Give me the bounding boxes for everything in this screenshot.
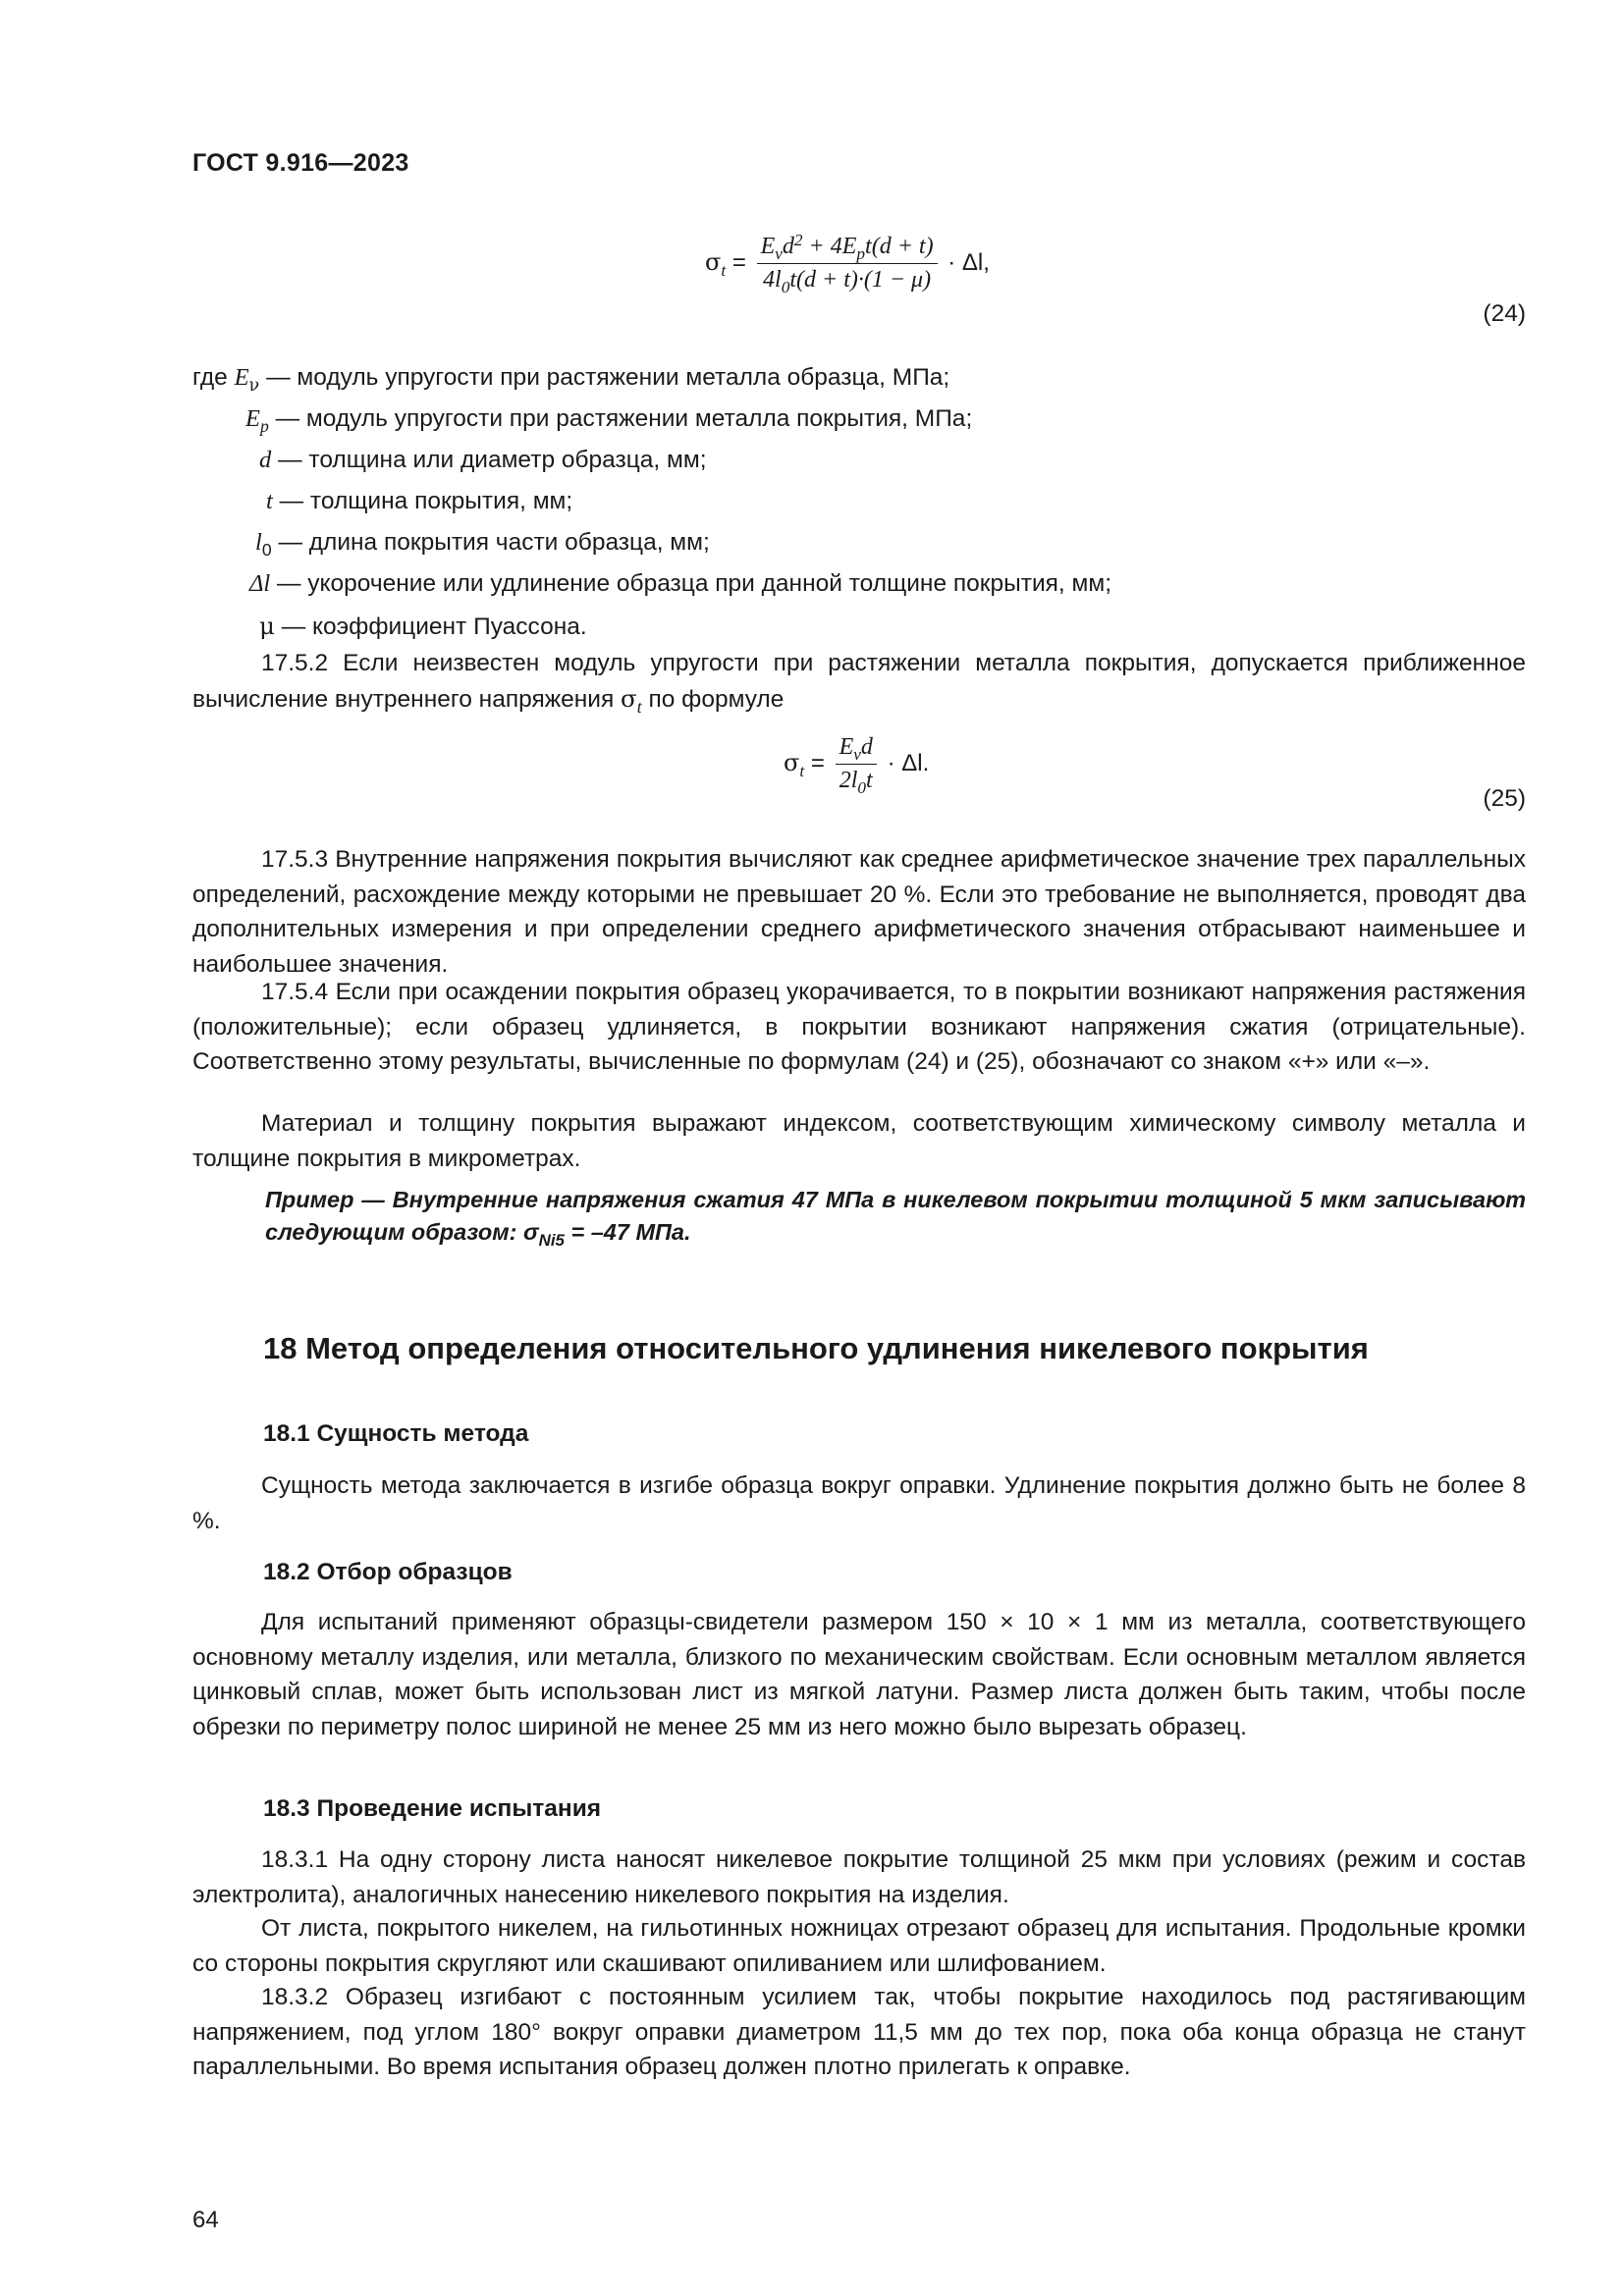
example-value: = –47 МПа. xyxy=(570,1219,691,1245)
sigma-subscript: Ni5 xyxy=(538,1230,565,1250)
paragraph-18-3-1: 18.3.1 На одну сторону листа наносят никелевое покрытие толщиной 25 мкм при условиях (режим и состав электролита), аналогичных нанесению никелевого покрытия на изделия. xyxy=(192,1846,1526,1908)
def-symbol: t xyxy=(266,488,273,514)
example-note xyxy=(265,1184,1526,1249)
definition-line xyxy=(249,566,1111,601)
def-subscript: ν xyxy=(248,376,260,397)
fraction-denominator: $2l_0t$ xyxy=(839,768,873,798)
definition-line xyxy=(259,609,587,644)
def-text: — коэффициент Пуассона. xyxy=(281,614,587,640)
paragraph-18-2: Для испытаний применяют образцы-свидетели размером 150 × 10 × 1 мм из металла, соответствующего основному металлу изделия, или металла, близкого по механическим свойствам. Если основным металлом является цинковый сплав, может быть использован лист из мягкой латуни. Размер листа должен быть таким, чтобы после обрезки по периметру полос шириной не менее 25 мм из него можно было вырезать образец. xyxy=(192,1609,1526,1740)
paragraph-18-1: Сущность метода заключается в изгибе образца вокруг оправки. Удлинение покрытия должно быть не более 8 %. xyxy=(192,1472,1526,1534)
sigma-symbol: σ xyxy=(705,247,722,276)
subsection-18-2-title: 18.2 Отбор образцов xyxy=(263,1559,513,1585)
fraction-denominator: $4l_0t(d + t)\cdot(1 - \mu)$ xyxy=(763,267,932,297)
definition-line xyxy=(255,525,710,560)
equation-number-24: (24) xyxy=(1483,300,1526,327)
def-symbol: E xyxy=(245,405,260,432)
document-header: ГОСТ 9.916—2023 xyxy=(192,149,409,177)
paragraph-17-5-4: 17.5.4 Если при осаждении покрытия образец укорачивается, то в покрытии возникают напряжения растяжения (положительные); если образец удлиняется, в покрытии возникают напряжения сжатия (отрицательные). Соответственно этому результаты, вычисленные по формулам (24) и (25), обозначают со знаком «+» или «–». xyxy=(192,979,1526,1075)
definition-line xyxy=(266,484,572,518)
sigma-subscript: t xyxy=(721,260,727,280)
formula-tail: · Δl, xyxy=(947,248,990,276)
sigma-symbol: σ xyxy=(784,748,800,776)
fraction-numerator: $E_\nu d$ xyxy=(836,734,877,765)
sigma-subscript: t xyxy=(636,696,642,717)
paragraph-17-5-3: 17.5.3 Внутренние напряжения покрытия вычисляют как среднее арифметическое значение трех параллельных определений, расхождение между которыми не превышает 20 %. Если это требование не выполняется, проводят два дополнительных измерения и при определении среднего арифметического значения отбрасывают наименьшее и наибольшее значения. xyxy=(192,846,1526,978)
subsection-18-1-title: 18.1 Сущность метода xyxy=(263,1420,529,1447)
def-text: — толщина покрытия, мм; xyxy=(279,488,573,514)
definition-line xyxy=(259,443,707,477)
paragraph-material: Материал и толщину покрытия выражают индексом, соответствующим химическому символу металла и толщине покрытия в микрометрах. xyxy=(192,1110,1526,1172)
example-text: Пример — Внутренние напряжения сжатия 47 МПа в никелевом покрытии толщиной 5 мкм записывают следующим образом: xyxy=(265,1187,1526,1245)
paragraph-18-3-1b: От листа, покрытого никелем, на гильотинных ножницах отрезают образец для испытания. Продольные кромки со стороны покрытия скругляют или скашивают опиливанием или шлифованием. xyxy=(192,1915,1526,1977)
sigma-subscript: t xyxy=(799,761,805,780)
equals-sign: = xyxy=(810,749,825,776)
paragraph-tail: по формуле xyxy=(648,685,785,713)
sigma-symbol: σ xyxy=(621,683,637,713)
section-18-title: 18 Метод определения относительного удлинения никелевого покрытия xyxy=(263,1331,1369,1365)
def-subscript: p xyxy=(259,416,269,437)
def-symbol: E xyxy=(234,364,249,391)
fraction-numerator: $E_\nu d^2 + 4E_pt(d + t)$ xyxy=(757,234,938,264)
def-text: — толщина или диаметр образца, мм; xyxy=(278,447,707,473)
equation-number-25: (25) xyxy=(1483,785,1526,812)
formula-24 xyxy=(705,231,990,297)
def-symbol: d xyxy=(259,447,272,473)
definition-line xyxy=(192,360,949,395)
def-symbol: Δl xyxy=(249,570,271,597)
subsection-18-3-title: 18.3 Проведение испытания xyxy=(263,1795,602,1822)
paragraph-text: 17.5.2 Если неизвестен модуль упругости при растяжении металла покрытия, допускается приближенное вычисление внутреннего напряжения xyxy=(192,650,1526,713)
page-number: 64 xyxy=(192,2207,219,2233)
fraction xyxy=(836,734,877,798)
sigma-symbol: σ xyxy=(523,1219,539,1245)
formula-25 xyxy=(784,734,930,798)
equals-sign: = xyxy=(731,248,746,276)
paragraph-17-5-2 xyxy=(192,646,1526,717)
def-text: — модуль упругости при растяжении металла образца, МПа; xyxy=(266,364,950,391)
definition-line xyxy=(245,401,972,436)
def-text: — модуль упругости при растяжении металла покрытия, МПа; xyxy=(275,405,973,432)
def-subscript: 0 xyxy=(261,540,272,561)
paragraph-18-3-2: 18.3.2 Образец изгибают с постоянным усилием так, чтобы покрытие находилось под растягивающим напряжением, под углом 180° вокруг оправки диаметром 11,5 мм до тех пор, пока оба конца образца не станут параллельными. Во время испытания образец должен плотно прилегать к оправке. xyxy=(192,1984,1526,2080)
fraction xyxy=(757,231,938,297)
definitions-intro: где xyxy=(192,364,228,391)
def-symbol: l xyxy=(255,529,262,556)
def-text: — длина покрытия части образца, мм; xyxy=(278,529,710,556)
def-text: — укорочение или удлинение образца при данной толщине покрытия, мм; xyxy=(277,570,1111,597)
formula-tail: · Δl. xyxy=(887,749,930,776)
def-symbol: μ xyxy=(259,612,275,640)
